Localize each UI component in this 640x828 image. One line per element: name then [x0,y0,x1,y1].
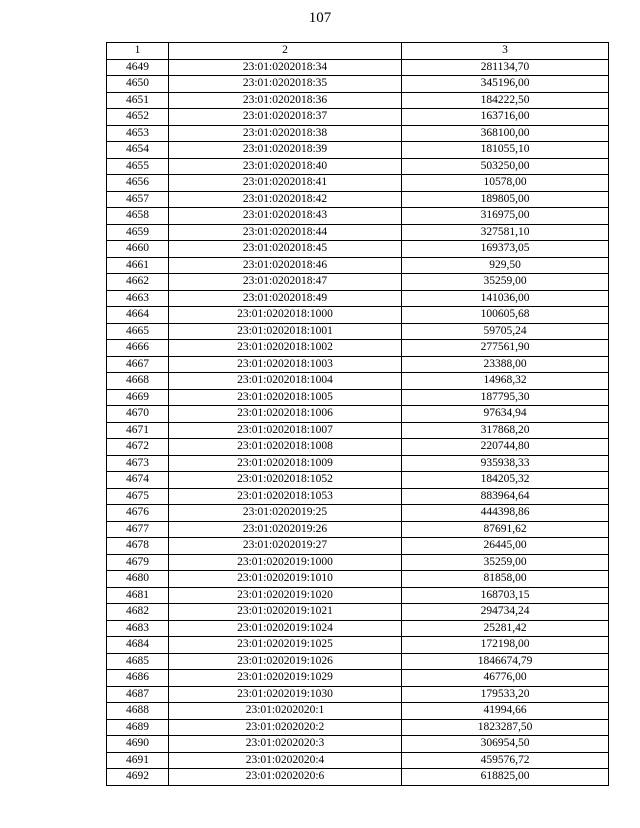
value-cell: 25281,42 [402,620,609,637]
table-row [107,356,609,373]
row-number-cell: 4665 [107,323,169,340]
table-row [107,208,609,225]
table-row [107,472,609,489]
cadastral-number-cell: 23:01:0202018:43 [169,208,402,225]
row-number-cell: 4691 [107,752,169,769]
table-row [107,637,609,654]
cadastral-number-cell: 23:01:0202018:1006 [169,406,402,423]
row-number-cell: 4670 [107,406,169,423]
cadastral-number-cell: 23:01:0202020:3 [169,736,402,753]
value-cell: 163716,00 [402,109,609,126]
row-number-cell: 4681 [107,587,169,604]
table-row [107,389,609,406]
cadastral-number-cell: 23:01:0202018:1052 [169,472,402,489]
cadastral-number-cell: 23:01:0202019:27 [169,538,402,555]
row-number-cell: 4677 [107,521,169,538]
row-number-cell: 4663 [107,290,169,307]
value-cell: 35259,00 [402,554,609,571]
cadastral-number-cell: 23:01:0202018:45 [169,241,402,258]
table-row [107,59,609,76]
value-cell: 100605,68 [402,307,609,324]
cadastral-number-cell: 23:01:0202019:25 [169,505,402,522]
row-number-cell: 4655 [107,158,169,175]
value-cell: 503250,00 [402,158,609,175]
value-cell: 345196,00 [402,76,609,93]
cadastral-number-cell: 23:01:0202018:1005 [169,389,402,406]
row-number-cell: 4673 [107,455,169,472]
table-row [107,752,609,769]
row-number-cell: 4687 [107,686,169,703]
table-row [107,373,609,390]
cadastral-number-cell: 23:01:0202018:1053 [169,488,402,505]
table-row [107,604,609,621]
table-row [107,109,609,126]
row-number-cell: 4688 [107,703,169,720]
cadastral-number-cell: 23:01:0202018:1003 [169,356,402,373]
row-number-cell: 4679 [107,554,169,571]
row-number-cell: 4656 [107,175,169,192]
row-number-cell: 4683 [107,620,169,637]
column-header-1: 1 [107,43,169,60]
row-number-cell: 4668 [107,373,169,390]
value-cell: 46776,00 [402,670,609,687]
table-row [107,241,609,258]
value-cell: 220744,80 [402,439,609,456]
cadastral-number-cell: 23:01:0202018:36 [169,92,402,109]
value-cell: 929,50 [402,257,609,274]
row-number-cell: 4675 [107,488,169,505]
value-cell: 184205,32 [402,472,609,489]
table-row [107,406,609,423]
table-row [107,340,609,357]
row-number-cell: 4684 [107,637,169,654]
cadastral-number-cell: 23:01:0202019:1030 [169,686,402,703]
cadastral-number-cell: 23:01:0202018:1001 [169,323,402,340]
value-cell: 618825,00 [402,769,609,786]
cadastral-number-cell: 23:01:0202018:1009 [169,455,402,472]
cadastral-number-cell: 23:01:0202020:2 [169,719,402,736]
cadastral-number-cell: 23:01:0202019:1000 [169,554,402,571]
row-number-cell: 4678 [107,538,169,555]
table-row [107,290,609,307]
cadastral-number-cell: 23:01:0202019:1024 [169,620,402,637]
table-row [107,488,609,505]
cadastral-number-cell: 23:01:0202019:1021 [169,604,402,621]
value-cell: 23388,00 [402,356,609,373]
row-number-cell: 4674 [107,472,169,489]
cadastral-number-cell: 23:01:0202018:1008 [169,439,402,456]
table-row [107,769,609,786]
row-number-cell: 4690 [107,736,169,753]
table-header-row [107,43,609,60]
cadastral-number-cell: 23:01:0202018:1007 [169,422,402,439]
row-number-cell: 4649 [107,59,169,76]
table-row [107,620,609,637]
value-cell: 97634,94 [402,406,609,423]
cadastral-number-cell: 23:01:0202018:40 [169,158,402,175]
table-row [107,274,609,291]
cadastral-number-cell: 23:01:0202020:1 [169,703,402,720]
table-row [107,257,609,274]
table-row [107,505,609,522]
row-number-cell: 4692 [107,769,169,786]
table-row [107,307,609,324]
table-row [107,323,609,340]
table-row [107,439,609,456]
row-number-cell: 4689 [107,719,169,736]
page-number: 107 [308,10,332,26]
value-cell: 277561,90 [402,340,609,357]
table-row [107,191,609,208]
row-number-cell: 4672 [107,439,169,456]
cadastral-number-cell: 23:01:0202018:38 [169,125,402,142]
value-cell: 10578,00 [402,175,609,192]
cadastral-number-cell: 23:01:0202020:6 [169,769,402,786]
cadastral-table [106,42,609,786]
row-number-cell: 4685 [107,653,169,670]
row-number-cell: 4662 [107,274,169,291]
cadastral-number-cell: 23:01:0202018:41 [169,175,402,192]
table-row [107,125,609,142]
cadastral-number-cell: 23:01:0202019:1025 [169,637,402,654]
cadastral-number-cell: 23:01:0202018:46 [169,257,402,274]
cadastral-number-cell: 23:01:0202018:1002 [169,340,402,357]
table-body [107,59,609,785]
table-row [107,587,609,604]
row-number-cell: 4652 [107,109,169,126]
row-number-cell: 4667 [107,356,169,373]
value-cell: 168703,15 [402,587,609,604]
table-row [107,142,609,159]
value-cell: 281134,70 [402,59,609,76]
table-row [107,76,609,93]
cadastral-number-cell: 23:01:0202019:1020 [169,587,402,604]
table-row [107,571,609,588]
table-row [107,92,609,109]
value-cell: 883964,64 [402,488,609,505]
table-row [107,521,609,538]
row-number-cell: 4671 [107,422,169,439]
value-cell: 316975,00 [402,208,609,225]
row-number-cell: 4659 [107,224,169,241]
table-row [107,224,609,241]
row-number-cell: 4666 [107,340,169,357]
row-number-cell: 4650 [107,76,169,93]
value-cell: 189805,00 [402,191,609,208]
value-cell: 1823287,50 [402,719,609,736]
row-number-cell: 4686 [107,670,169,687]
value-cell: 179533,20 [402,686,609,703]
cadastral-number-cell: 23:01:0202018:34 [169,59,402,76]
value-cell: 41994,66 [402,703,609,720]
table-row [107,703,609,720]
value-cell: 141036,00 [402,290,609,307]
table-row [107,538,609,555]
row-number-cell: 4669 [107,389,169,406]
cadastral-number-cell: 23:01:0202018:42 [169,191,402,208]
row-number-cell: 4653 [107,125,169,142]
value-cell: 187795,30 [402,389,609,406]
value-cell: 306954,50 [402,736,609,753]
cadastral-number-cell: 23:01:0202019:1029 [169,670,402,687]
cadastral-number-cell: 23:01:0202018:49 [169,290,402,307]
cadastral-number-cell: 23:01:0202018:1000 [169,307,402,324]
value-cell: 26445,00 [402,538,609,555]
value-cell: 935938,33 [402,455,609,472]
table-row [107,455,609,472]
row-number-cell: 4660 [107,241,169,258]
table-row [107,736,609,753]
row-number-cell: 4682 [107,604,169,621]
cadastral-number-cell: 23:01:0202018:37 [169,109,402,126]
table-row [107,158,609,175]
value-cell: 59705,24 [402,323,609,340]
row-number-cell: 4661 [107,257,169,274]
value-cell: 81858,00 [402,571,609,588]
value-cell: 35259,00 [402,274,609,291]
value-cell: 368100,00 [402,125,609,142]
table-row [107,175,609,192]
row-number-cell: 4664 [107,307,169,324]
cadastral-number-cell: 23:01:0202020:4 [169,752,402,769]
row-number-cell: 4651 [107,92,169,109]
value-cell: 87691,62 [402,521,609,538]
table-row [107,670,609,687]
value-cell: 181055,10 [402,142,609,159]
table-row [107,719,609,736]
value-cell: 317868,20 [402,422,609,439]
cadastral-number-cell: 23:01:0202018:1004 [169,373,402,390]
value-cell: 184222,50 [402,92,609,109]
value-cell: 294734,24 [402,604,609,621]
row-number-cell: 4657 [107,191,169,208]
row-number-cell: 4680 [107,571,169,588]
cadastral-number-cell: 23:01:0202018:47 [169,274,402,291]
value-cell: 459576,72 [402,752,609,769]
cadastral-number-cell: 23:01:0202018:35 [169,76,402,93]
column-header-2: 2 [169,43,402,60]
value-cell: 1846674,79 [402,653,609,670]
value-cell: 14968,32 [402,373,609,390]
value-cell: 444398,86 [402,505,609,522]
table-row [107,422,609,439]
cadastral-number-cell: 23:01:0202019:1026 [169,653,402,670]
table-row [107,686,609,703]
value-cell: 327581,10 [402,224,609,241]
row-number-cell: 4676 [107,505,169,522]
cadastral-number-cell: 23:01:0202019:26 [169,521,402,538]
cadastral-number-cell: 23:01:0202018:39 [169,142,402,159]
column-header-3: 3 [402,43,609,60]
cadastral-number-cell: 23:01:0202019:1010 [169,571,402,588]
row-number-cell: 4654 [107,142,169,159]
value-cell: 169373,05 [402,241,609,258]
table-row [107,653,609,670]
cadastral-number-cell: 23:01:0202018:44 [169,224,402,241]
row-number-cell: 4658 [107,208,169,225]
value-cell: 172198,00 [402,637,609,654]
table-row [107,554,609,571]
